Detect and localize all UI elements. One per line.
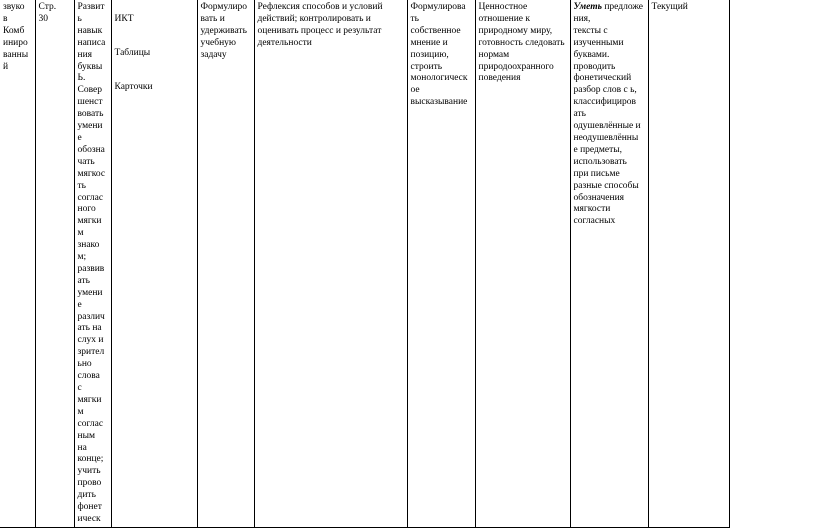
cell-personal: Ценностное отношение к природному миру, готовность следовать нормам природоохранного поведения	[475, 0, 570, 528]
resource-ikt: ИКТ	[114, 13, 134, 24]
cell-page: Стр. 30	[35, 0, 74, 528]
cell-cognitive: Рефлексия способов и условий действий; контролировать и оценивать процесс и результат деятельности	[254, 0, 407, 528]
cell-communicative: Формулирова ть собственное мнение и позицию, строить монологическ ое высказывание	[407, 0, 475, 528]
resource-tables: Таблицы	[114, 47, 151, 58]
cell-resources	[111, 0, 197, 528]
cell-control: Текущий	[648, 0, 729, 528]
cell-regulative: Формулиро вать и удерживать учебную задачу	[197, 0, 254, 528]
subject-text: предложения, тексты с изученными буквами. проводить фонетический разбор слов с ь, классифициров ать одушевлённые и неодушевлённы е предметы, использовать при письме разные способы обозначения мягкости согласных	[573, 2, 644, 227]
cell-objectives: Развит ь навык написа ния буквы Ь. Совер шенст вовать умени е обозна чать мягкос ть соглас ного мягки м знако м; развив ать умени е различ ать на слух и зрител ьно слова с мягки м соглас ным на конце; учить прово дить фонет ическ	[74, 0, 111, 528]
cell-subject-results	[570, 0, 648, 528]
cell-lesson-type: звуко в Комб иниро ванны й	[0, 0, 35, 528]
subject-heading: Уметь	[573, 2, 602, 12]
resource-cards: Карточки	[114, 81, 153, 92]
